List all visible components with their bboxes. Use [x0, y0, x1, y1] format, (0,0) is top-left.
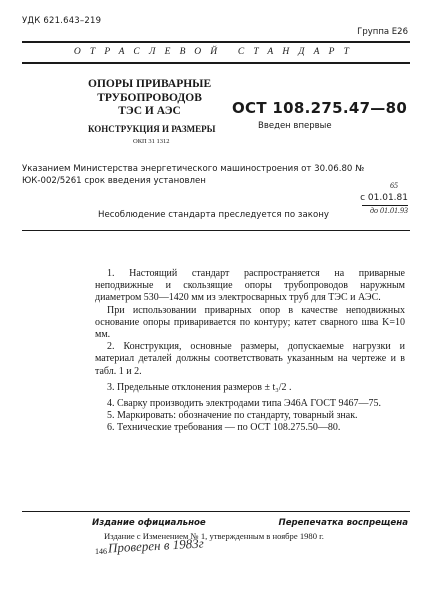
official-edition-label: Издание официальное	[92, 518, 206, 528]
branch-standard-heading: ОТРАСЛЕВОЙ СТАНДАРТ	[73, 47, 359, 57]
paragraph-2: 2. Конструкция, основные размеры, допускаемые нагрузки и материал деталей должны соответствовать указанным на чертеже и в табл. 1 и 2.	[95, 341, 405, 377]
paragraph-1: 1. Настоящий стандарт распространяется на приварные неподвижные и скользящие опоры трубопроводов наружным диаметром 530—1420 мм из электросварных труб для ТЭС и АЭС.	[95, 268, 405, 304]
standard-number: ОСТ 108.275.47—80	[232, 99, 408, 117]
body-text	[95, 268, 405, 435]
paragraph-1b: При использовании приварных опор в качестве неподвижных основание опоры приваривается по контуру; катет сварного шва K=10 мм.	[95, 304, 405, 341]
document-subtitle: КОНСТРУКЦИЯ И РАЗМЕРЫ	[88, 124, 216, 134]
prosecution-notice: Несоблюдение стандарта преследуется по закону	[98, 210, 329, 220]
reprint-prohibited-label: Перепечатка воспрещена	[278, 518, 408, 528]
group-code: Группа Е26	[357, 27, 408, 37]
handwritten-check-note: Проверен в 1983г	[107, 535, 205, 556]
paragraph-5: 5. Маркировать: обозначение по стандарту, товарный знак.	[107, 410, 358, 422]
decree-text: Указанием Министерства энергетического машиностроения от 30.06.80 № ЮК-002/5261 срок введения установлен	[22, 164, 365, 186]
udk-code: УДК 621.643–219	[22, 16, 102, 26]
page-number: 146	[95, 547, 107, 556]
edition-note: Издание с Изменением № 1, утвержденным в ноябре 1980 г.	[104, 531, 324, 541]
title-line-1: ОПОРЫ ПРИВАРНЫЕ	[88, 78, 212, 90]
effective-date: с 01.01.81	[360, 193, 408, 203]
okp-code: ОКП 31 1312	[133, 138, 170, 145]
footer-rule	[22, 511, 410, 512]
handwritten-year: 65	[390, 181, 398, 190]
paragraph-6: 6. Технические требования — по ОСТ 108.275.50—80.	[107, 422, 341, 434]
header-rule-top	[22, 41, 410, 43]
paragraph-4: 4. Сварку производить электродами типа Э46А ГОСТ 9467—75.	[107, 398, 381, 410]
paragraph-3: 3. Предельные отклонения размеров ± t₃/2 .	[107, 381, 292, 393]
handwritten-extension: до 01.01.93	[369, 206, 408, 215]
title-line-2: ТРУБОПРОВОДОВ	[97, 91, 202, 104]
section-divider	[22, 230, 410, 231]
introduced-note: Введен впервые	[258, 121, 332, 131]
document-title	[88, 78, 211, 119]
title-line-3: ТЭС И АЭС	[118, 105, 181, 117]
header-rule-bottom	[22, 62, 410, 64]
